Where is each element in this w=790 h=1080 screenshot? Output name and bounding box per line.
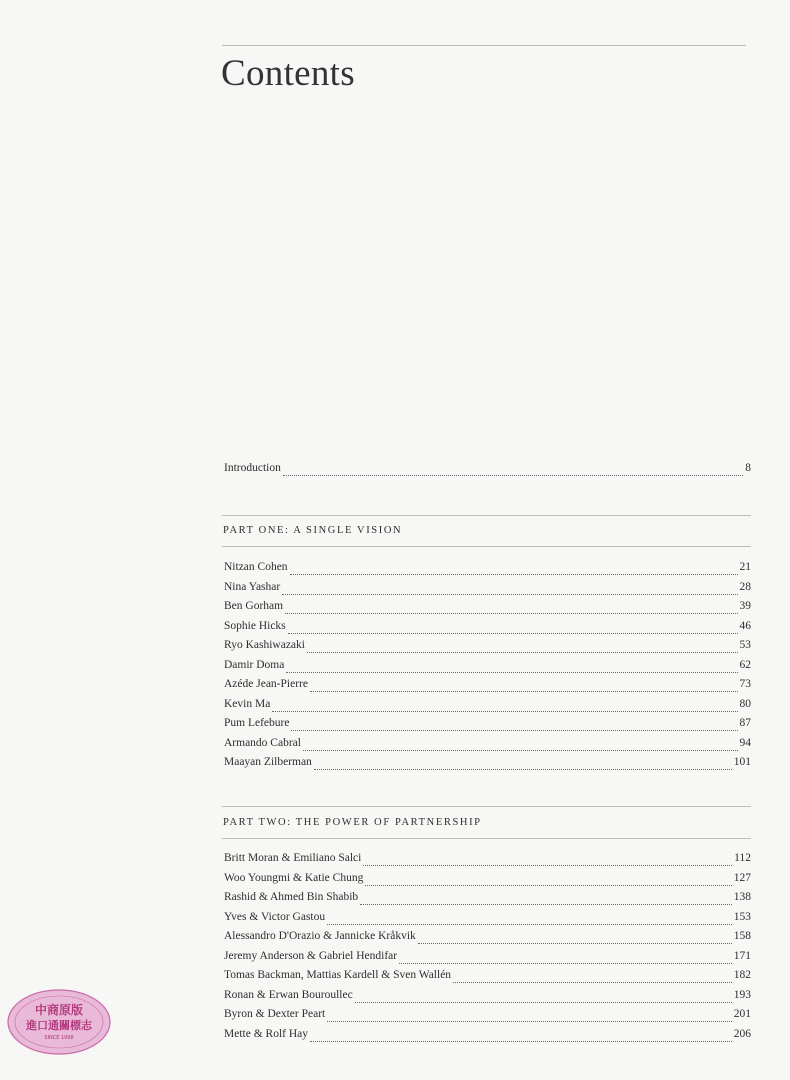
toc-entry-label: Ben Gorham — [224, 600, 284, 612]
toc-entry-label: Jeremy Anderson & Gabriel Hendifar — [224, 949, 398, 962]
dot-leader — [272, 710, 737, 712]
toc-entry-label: Ronan & Erwan Bouroullec — [224, 988, 353, 1001]
dot-leader — [290, 573, 738, 575]
dot-leader — [363, 864, 732, 866]
toc-entry-page: 153 — [733, 910, 751, 923]
toc-entry-introduction[interactable] — [224, 462, 751, 482]
stamp-since: SINCE 1998 — [44, 1035, 74, 1041]
toc-entry[interactable] — [224, 852, 751, 872]
toc-entry-label: Maayan Zilberman — [224, 756, 312, 768]
part-two-top-rule — [222, 806, 751, 807]
dot-leader — [307, 651, 738, 653]
dot-leader — [283, 474, 743, 476]
page-title: Contents — [221, 53, 355, 94]
toc-entry-page: 21 — [739, 561, 751, 573]
toc-entry[interactable] — [224, 737, 751, 757]
dot-leader — [327, 1020, 732, 1022]
toc-entry-page: 87 — [739, 717, 751, 729]
part-one-bottom-rule — [222, 546, 751, 547]
toc-entry-label: Kevin Ma — [224, 697, 271, 710]
toc-entry-page: 127 — [733, 871, 751, 884]
toc-entry[interactable] — [224, 678, 751, 698]
toc-entry[interactable] — [224, 600, 751, 620]
part-two-heading: PART TWO: THE POWER OF PARTNERSHIP — [223, 817, 482, 828]
toc-entry-label: Yves & Victor Gastou — [224, 910, 326, 923]
dot-leader — [360, 903, 732, 905]
dot-leader — [453, 981, 732, 983]
toc-entry-label: Nitzan Cohen — [224, 561, 288, 573]
toc-entry[interactable] — [224, 969, 751, 989]
toc-entry-page: 62 — [739, 658, 751, 671]
dot-leader — [355, 1001, 732, 1003]
dot-leader — [282, 593, 737, 595]
dot-leader — [314, 768, 732, 770]
dot-leader — [310, 1040, 732, 1042]
dot-leader — [399, 962, 732, 964]
toc-entry[interactable] — [224, 1008, 751, 1028]
toc-entry-label: Rashid & Ahmed Bin Shabib — [224, 891, 359, 903]
toc-entry-label: Britt Moran & Emiliano Salci — [224, 852, 362, 864]
toc-entry-page: 53 — [739, 639, 751, 651]
part-two-bottom-rule — [222, 838, 751, 839]
toc-entry-page: 171 — [733, 949, 751, 962]
toc-entry[interactable] — [224, 756, 751, 776]
toc-entry-page: 201 — [733, 1008, 751, 1020]
toc-entry-label: Azéde Jean-Pierre — [224, 678, 308, 690]
toc-entry-label: Ryo Kashiwazaki — [224, 639, 305, 651]
toc-entry-label: Byron & Dexter Peart — [224, 1008, 326, 1020]
toc-entry-page: 94 — [739, 736, 751, 749]
dot-leader — [291, 729, 737, 731]
toc-entry[interactable] — [224, 639, 751, 659]
import-stamp — [6, 988, 112, 1056]
stamp-line1: 中商原版 — [34, 1003, 84, 1017]
toc-entry[interactable] — [224, 561, 751, 581]
dot-leader — [418, 942, 732, 944]
toc-entry[interactable] — [224, 620, 751, 640]
dot-leader — [288, 632, 738, 634]
toc-entry[interactable] — [224, 872, 751, 892]
dot-leader — [285, 612, 737, 614]
toc-entry-page: 80 — [739, 697, 751, 710]
dot-leader — [303, 749, 738, 751]
top-rule — [222, 45, 746, 46]
toc-entry-page: 46 — [739, 619, 751, 632]
dot-leader — [365, 884, 731, 886]
toc-entry-page: 193 — [733, 988, 751, 1001]
toc-entry-page: 206 — [733, 1027, 751, 1040]
toc-entry-page: 112 — [734, 852, 751, 864]
toc-entry-label: Tomas Backman, Mattias Kardell & Sven Wallén — [224, 969, 452, 981]
part-one-heading: PART ONE: A SINGLE VISION — [223, 525, 403, 536]
stamp-line2: 進口通關標志 — [26, 1019, 92, 1032]
toc-entry-label: Woo Youngmi & Katie Chung — [224, 871, 364, 884]
toc-entry-label: Mette & Rolf Hay — [224, 1027, 308, 1040]
toc-entry-page: 101 — [733, 756, 751, 768]
toc-entry-label: Nina Yashar — [224, 580, 281, 593]
toc-entry-page: 158 — [733, 930, 751, 942]
toc-entry-page: 28 — [739, 580, 751, 593]
toc-entry[interactable] — [224, 698, 751, 718]
toc-entry-label: Alessandro D'Orazio & Jannicke Kråkvik — [224, 930, 416, 942]
toc-entry-page: 8 — [745, 462, 751, 474]
dot-leader — [327, 923, 732, 925]
toc-entry-label: Armando Cabral — [224, 736, 301, 749]
toc-entry-label: Damir Doma — [224, 658, 285, 671]
toc-entry-label: Pum Lefebure — [224, 717, 290, 729]
part-one-top-rule — [222, 515, 751, 516]
toc-entry[interactable] — [224, 950, 751, 970]
dot-leader — [310, 690, 738, 692]
toc-entry-label: Sophie Hicks — [224, 619, 286, 632]
toc-entry-page: 182 — [733, 969, 751, 981]
toc-entry[interactable] — [224, 989, 751, 1009]
toc-entry-label: Introduction — [224, 462, 281, 474]
toc-entry-page: 73 — [739, 678, 751, 690]
toc-entry[interactable] — [224, 930, 751, 950]
toc-entry[interactable] — [224, 717, 751, 737]
toc-entry[interactable] — [224, 581, 751, 601]
toc-entry[interactable] — [224, 659, 751, 679]
toc-entry[interactable] — [224, 1028, 751, 1048]
toc-entry-page: 138 — [733, 891, 751, 903]
toc-entry-page: 39 — [739, 600, 751, 612]
toc-entry[interactable] — [224, 891, 751, 911]
dot-leader — [286, 671, 737, 673]
toc-entry[interactable] — [224, 911, 751, 931]
